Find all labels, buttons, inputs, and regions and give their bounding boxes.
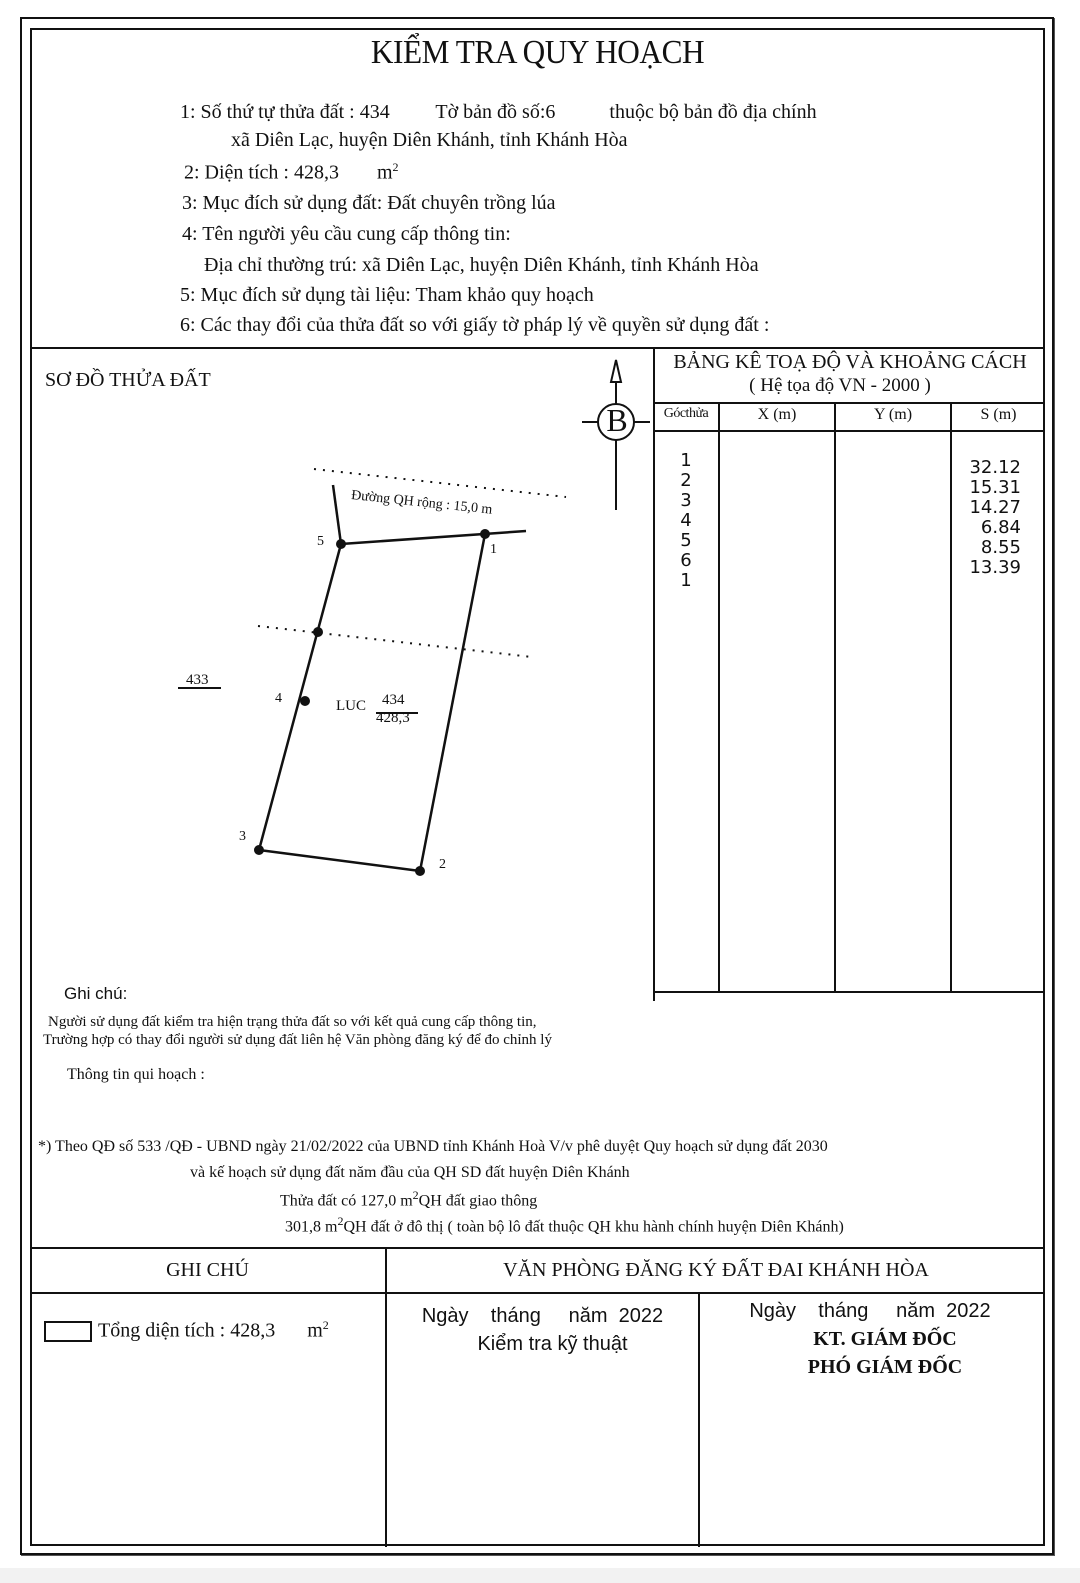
corner-cell: 1 xyxy=(680,570,692,591)
parcel-number: 1: Số thứ tự thửa đất : 434 xyxy=(180,101,390,123)
table-col-divider xyxy=(718,402,720,993)
urban-land-desc: QH đất ở đô thị ( toàn bộ lô đất thuộc QH khu hành chính huyện Diên Khánh) xyxy=(343,1218,844,1236)
table-left-border xyxy=(653,347,655,1001)
corner-cell: 3 xyxy=(680,490,692,511)
footer-office-header: VĂN PHÒNG ĐĂNG KÝ ĐẤT ĐAI KHÁNH HÒA xyxy=(503,1259,929,1281)
vertex-1 xyxy=(480,529,490,539)
col-header-y: Y (m) xyxy=(873,406,913,423)
table-header-top xyxy=(653,402,1045,404)
legend-box-icon xyxy=(44,1321,92,1342)
parcel-boundary xyxy=(178,485,526,871)
parcel-changes: 6: Các thay đổi của thửa đất so với giấy tờ pháp lý về quyền sử dụng đất : xyxy=(180,314,770,336)
location: xã Diên Lạc, huyện Diên Khánh, tỉnh Khánh Hòa xyxy=(231,129,628,151)
vertex-6 xyxy=(313,627,323,637)
col-header-corner: Gócthửa xyxy=(663,406,709,421)
land-use-purpose: 3: Mục đích sử dụng đất: Đất chuyên trồng lúa xyxy=(182,192,556,214)
parcel-area-label: 428,3 xyxy=(376,710,410,726)
vertex-label-1: 1 xyxy=(490,542,497,557)
map-sheet: Tờ bản đồ số:6 xyxy=(435,101,556,123)
corner-cell: 5 xyxy=(680,530,692,551)
unit-exp: 2 xyxy=(337,1214,344,1228)
diagram-title: SƠ ĐỒ THỬA ĐẤT xyxy=(45,369,211,391)
distance-cell: 8.55 xyxy=(980,537,1021,558)
vertex-label-3: 3 xyxy=(239,829,246,844)
corner-cell: 2 xyxy=(680,470,692,491)
planning-info-label: Thông tin qui hoạch : xyxy=(67,1066,205,1083)
vertex-label-5: 5 xyxy=(317,534,324,549)
footer-header-bottom xyxy=(30,1292,1045,1294)
notes-line-1: Người sử dụng đất kiểm tra hiện trạng thửa đất so với kết quả cung cấp thông tin, xyxy=(48,1014,537,1030)
north-label: B xyxy=(606,402,628,438)
distance-cell: 6.84 xyxy=(980,517,1021,538)
director-title-1: KT. GIÁM ĐỐC xyxy=(813,1328,957,1350)
director-title-2: PHÓ GIÁM ĐỐC xyxy=(807,1356,963,1378)
corner-list xyxy=(676,451,696,591)
urban-land-line xyxy=(285,1214,844,1236)
vertex-label-4: 4 xyxy=(275,691,282,706)
road-label: Đường QH rộng : 15,0 m xyxy=(350,488,493,518)
total-area-unit: m xyxy=(307,1319,323,1342)
corner-cell: 1 xyxy=(680,450,692,471)
parcel-number-label: 434 xyxy=(382,692,405,708)
distance-list xyxy=(955,458,1021,578)
col-header-x: X (m) xyxy=(757,406,797,423)
notes-heading: Ghi chú: xyxy=(64,984,128,1003)
vertex-4 xyxy=(300,696,310,706)
table-bottom xyxy=(653,991,1045,993)
footer-top xyxy=(30,1247,1045,1249)
coord-table-title: BẢNG KÊ TOẠ ĐỘ VÀ KHOẢNG CÁCH xyxy=(673,351,1027,373)
table-col-divider xyxy=(950,402,952,993)
vertex-label-2: 2 xyxy=(439,857,446,872)
urban-land-area: 301,8 m xyxy=(285,1218,338,1236)
road-boundary-bottom xyxy=(258,626,532,657)
col-header-s: S (m) xyxy=(980,406,1017,423)
corner-cell: 6 xyxy=(680,550,692,571)
notes-line-2: Trường hợp có thay đổi người sử dụng đất liên hệ Văn phòng đăng ký để đo chỉnh lý xyxy=(43,1032,552,1048)
neighbor-parcel: 433 xyxy=(186,672,209,688)
footer-col-divider xyxy=(698,1292,700,1547)
table-col-divider xyxy=(834,402,836,993)
planning-decision-2: và kế hoạch sử dụng đất năm đầu của QH SD đất huyện Diên Khánh xyxy=(190,1164,630,1181)
check-date: Ngày tháng năm 2022 xyxy=(421,1305,664,1327)
coord-table-subtitle: ( Hệ tọa độ VN - 2000 ) xyxy=(749,375,931,396)
footer-notes-header: GHI CHÚ xyxy=(166,1259,249,1281)
distance-cell: 14.27 xyxy=(969,497,1021,518)
distance-cell: 15.31 xyxy=(969,477,1021,498)
traffic-land-desc: QH đất giao thông xyxy=(418,1192,538,1210)
bottom-strip xyxy=(0,1568,1080,1583)
total-area-value: Tổng diện tích : 428,3 xyxy=(98,1319,276,1342)
vertex-2 xyxy=(415,866,425,876)
page-title: KIỂM TRA QUY HOẠCH xyxy=(370,34,705,71)
vertex-5 xyxy=(336,539,346,549)
traffic-land-line xyxy=(280,1188,537,1210)
total-area-exp: 2 xyxy=(322,1318,329,1332)
director-date: Ngày tháng năm 2022 xyxy=(749,1300,991,1322)
area-unit-exp: 2 xyxy=(392,160,399,174)
vertex-markers xyxy=(254,529,490,876)
document-purpose: 5: Mục đích sử dụng tài liệu: Tham khảo quy hoạch xyxy=(180,284,594,306)
footer-col-divider xyxy=(385,1247,387,1547)
cadastral-set: thuộc bộ bản đồ địa chính xyxy=(609,101,817,123)
corner-cell: 4 xyxy=(680,510,692,531)
total-area xyxy=(98,1318,329,1343)
distance-cell: 32.12 xyxy=(969,457,1021,478)
parcel-code: LUC xyxy=(336,698,366,714)
vertex-3 xyxy=(254,845,264,855)
planning-decision: *) Theo QĐ số 533 /QĐ - UBND ngày 21/02/2022 của UBND tỉnh Khánh Hoà V/v phê duyệt Quy hoạch sử dụng đất 2030 xyxy=(38,1138,828,1155)
area-value: 2: Diện tích : 428,3 xyxy=(184,161,339,184)
distance-cell: 13.39 xyxy=(969,557,1021,578)
table-header-bottom xyxy=(653,430,1045,432)
check-label: Kiểm tra kỹ thuật xyxy=(477,1333,628,1355)
traffic-land-area: Thửa đất có 127,0 m xyxy=(280,1192,413,1210)
unit-exp: 2 xyxy=(412,1188,419,1202)
requester-address: Địa chỉ thường trú: xã Diên Lạc, huyện Diên Khánh, tỉnh Khánh Hòa xyxy=(204,254,759,276)
requester: 4: Tên người yêu cầu cung cấp thông tin: xyxy=(182,223,511,245)
area-unit: m xyxy=(376,161,393,184)
